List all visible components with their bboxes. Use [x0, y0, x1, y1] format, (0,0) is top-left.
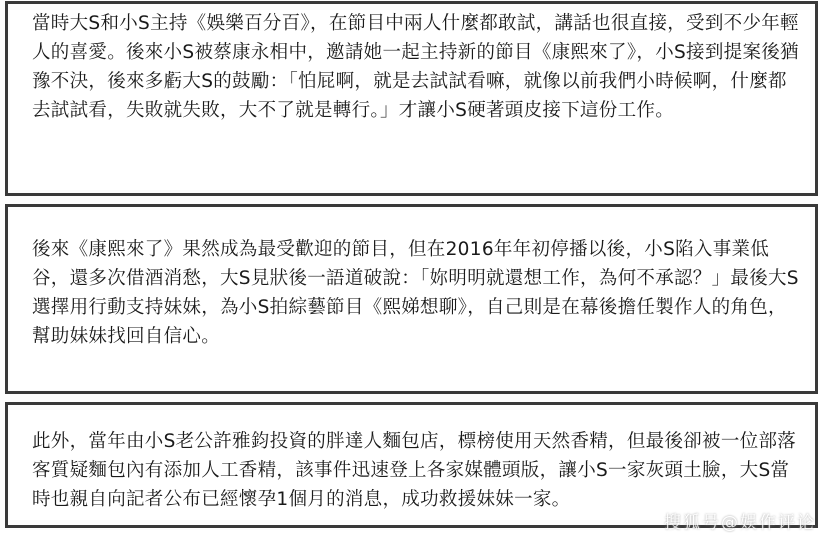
paragraph-1: 當時大S和小S主持《娛樂百分百》，在節目中兩人什麼都敢試，講話也很直接，受到不少年輕人的喜愛。後來小S被蔡康永相中，邀請她一起主持新的節目《康熙來了》，小S接到提案後猶豫不決，後來多虧大S的鼓勵：「怕屁啊，就是去試試看嘛，就像以前我們小時候啊，什麼都去試試看，失敗就失敗，大不了就是轉行。」才讓小S硬著頭皮接下這份工作。 — [32, 13, 799, 121]
paragraph-2: 後來《康熙來了》果然成為最受歡迎的節目，但在2016年年初停播以後，小S陷入事業低谷，還多次借酒消愁，大S見狀後一語道破說：「妳明明就還想工作，為何不承認？」最後大S選擇用行動支持妹妹，為小S拍綜藝節目《熙娣想聊》，自己則是在幕後擔任製作人的角色，幫助妹妹找回自信心。 — [32, 239, 799, 347]
text-panel-2 — [5, 204, 818, 394]
paragraph-3: 此外，當年由小S老公許雅鈞投資的胖達人麵包店，標榜使用天然香精，但最後卻被一位部落客質疑麵包內有添加人工香精，該事件迅速登上各家媒體頭版，讓小S一家灰頭土臉，大S當時也親自向記者公布已經懷孕1個月的消息，成功救援妹妹一家。 — [32, 431, 797, 510]
text-panel-1 — [5, 1, 818, 196]
watermark: 搜狐号@娱作评论 — [664, 513, 816, 533]
